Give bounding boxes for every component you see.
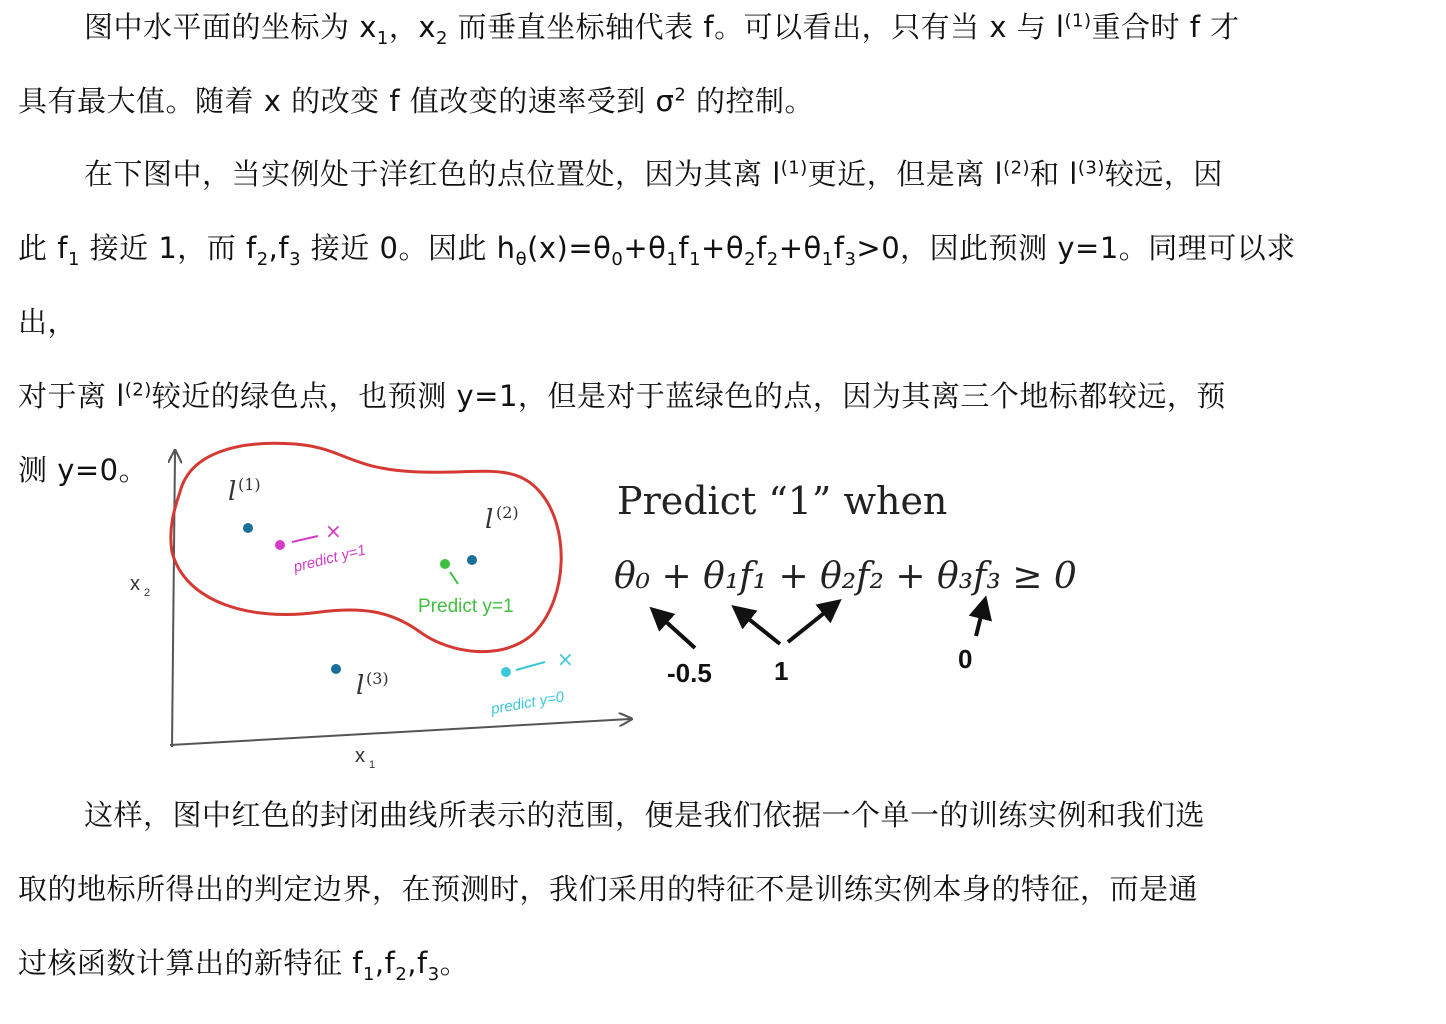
decision-boundary-figure [120, 432, 1180, 777]
p2-text: 较远，因 [1104, 157, 1223, 191]
cyan-arrow [516, 662, 545, 670]
p2-sub: 3 [289, 248, 302, 270]
p2-text: 对于离 l [18, 379, 125, 413]
x-axis [170, 719, 630, 745]
landmark-1-point [243, 523, 253, 533]
p3-text: 过核函数计算出的新特征 f [18, 946, 363, 980]
predict-title: Predict “1” when [617, 479, 948, 523]
landmark-3-sup: (3) [366, 669, 389, 688]
p2-text: +θ [701, 231, 745, 265]
y-axis [172, 452, 175, 747]
p3-text: 这样，图中红色的封闭曲线所表示的范围，便是我们依据一个单一的训练实例和我们选 [84, 798, 1206, 832]
cyan-point [501, 667, 511, 677]
axis-y-sub: 2 [144, 587, 151, 599]
p2-sub: 2 [744, 248, 757, 270]
value-theta0: -0.5 [667, 658, 712, 688]
axis-x-label: x [355, 745, 365, 767]
green-note: Predict y=1 [418, 596, 514, 617]
p3-sub: 3 [427, 963, 440, 985]
landmark-1-sup: (1) [238, 475, 261, 494]
arrow-theta0 [653, 610, 695, 648]
p1-text: 的控制。 [686, 84, 815, 118]
p2-text: (x)=θ [527, 231, 612, 265]
p2-text: +θ [623, 231, 667, 265]
p2-sub: 2 [766, 248, 779, 270]
green-point [440, 559, 450, 569]
p1-text: ，x [388, 10, 437, 44]
p1-text: 而垂直坐标轴代表 f。可以看出，只有当 x 与 l [447, 10, 1065, 44]
p2-text: 较近的绿色点，也预测 y=1，但是对于蓝绿色的点，因为其离三个地标都较远，预 [151, 379, 1226, 413]
decision-boundary-curve [171, 443, 561, 651]
cyan-note: predict y=0 [489, 688, 566, 718]
arrow-theta1 [735, 608, 780, 644]
p2-text: >0，因此预测 y=1。同理可以求出， [18, 231, 1296, 339]
p2-sub: 0 [611, 248, 624, 270]
axis-x-sub: 1 [369, 759, 376, 771]
arrow-theta3 [976, 600, 985, 636]
predict-formula: θ₀ + θ₁f₁ + θ₂f₂ + θ₃f₃ ≥ 0 [614, 556, 1077, 597]
p2-text: +θ [778, 231, 822, 265]
p2-sub: 2 [256, 248, 269, 270]
axis-y-label: x [130, 573, 140, 595]
p1-sub: 1 [376, 27, 389, 49]
p2-sub: 3 [844, 248, 857, 270]
magenta-x-mark: × [325, 519, 342, 543]
landmark-2-label: l [485, 505, 494, 535]
p2-sub: 1 [666, 248, 679, 270]
landmark-1-label: l [228, 477, 237, 507]
p2-text: 在下图中，当实例处于洋红色的点位置处，因为其离 l [84, 157, 781, 191]
p2-text: 接近 1，而 f [79, 231, 257, 265]
p2-text: f [678, 231, 690, 265]
p2-sub: θ [515, 248, 528, 270]
figure-svg [120, 432, 1180, 777]
p2-sup: (2) [1003, 157, 1031, 179]
p2-text: f [756, 231, 767, 265]
p1-text: 图中水平面的坐标为 x [84, 10, 377, 44]
value-theta3: 0 [958, 644, 973, 674]
paragraph-1 [18, 0, 1338, 138]
magenta-point [275, 540, 285, 550]
green-arrow [450, 572, 458, 584]
p2-text: 更近，但是离 l [807, 157, 1004, 191]
p2-text: 测 y=0。 [18, 453, 149, 487]
p3-sub: 1 [362, 963, 375, 985]
cyan-x-mark: × [557, 647, 574, 671]
p2-sup: (3) [1077, 157, 1105, 179]
p1-text: 具有最大值。随着 x 的改变 f 值改变的速率受到 σ [18, 84, 675, 118]
landmark-2-point [467, 555, 477, 565]
p3-sub: 2 [395, 963, 408, 985]
landmark-3-point [331, 664, 341, 674]
p2-sub: 1 [67, 248, 80, 270]
p1-sup: 2 [674, 84, 687, 106]
p2-text: ,f [268, 231, 290, 265]
p1-sub: 2 [436, 27, 448, 49]
paragraph-3 [18, 778, 1338, 1000]
p2-sub: 1 [821, 248, 834, 270]
p3-text: 。 [439, 946, 470, 980]
p2-text: 和 l [1030, 157, 1078, 191]
landmark-3-label: l [356, 671, 365, 701]
p1-text: 重合时 f 才 [1091, 10, 1240, 44]
p2-text: 此 f [18, 231, 68, 265]
p2-sup: (2) [124, 379, 152, 401]
arrow-theta2 [788, 602, 838, 642]
p3-text: ,f [407, 946, 428, 980]
value-theta1: 1 [774, 656, 789, 686]
p2-text: 接近 0。因此 h [301, 231, 516, 265]
magenta-arrow [292, 536, 318, 542]
p1-sup: (1) [1064, 10, 1092, 32]
landmark-2-sup: (2) [496, 503, 519, 522]
magenta-note: predict y=1 [291, 541, 368, 576]
p2-sub: 1 [689, 248, 702, 270]
p3-text: 取的地标所得出的判定边界，在预测时，我们采用的特征不是训练实例本身的特征，而是通 [18, 872, 1199, 906]
p2-sup: (1) [780, 157, 808, 179]
p3-text: ,f [374, 946, 396, 980]
p2-text: f [833, 231, 845, 265]
